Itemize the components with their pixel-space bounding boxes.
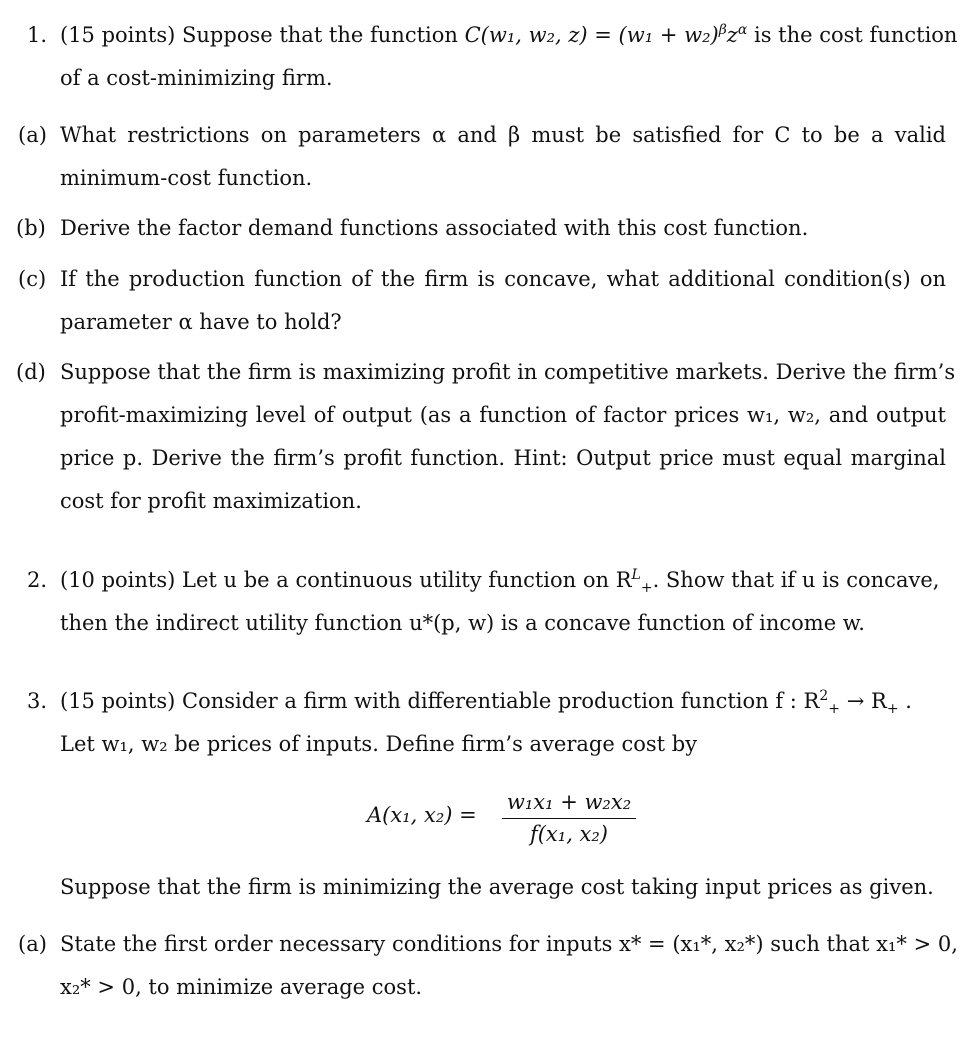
problem-1-exp-beta: β — [718, 22, 727, 38]
problem-3-line-1-c: . — [905, 689, 912, 713]
problem-2-domain-sup: L — [631, 567, 641, 583]
problem-3-codomain-sub: + — [886, 701, 899, 718]
problem-1d-line-2: profit-maximizing level of output (as a function of factor prices w₁, w₂, and output — [60, 403, 946, 427]
problem-1-intro-b: is the cost function — [754, 23, 958, 47]
problem-1-z: z — [726, 23, 738, 47]
problem-1d-line-1: Suppose that the firm is maximizing profit in competitive markets. Derive the firm’s — [60, 360, 956, 384]
problem-1-intro-a: Suppose that the function — [182, 23, 458, 47]
problem-3a-line-1: State the first order necessary conditions for inputs x* = (x₁*, x₂*) such that x₁* > 0, — [60, 932, 958, 956]
problem-3a-label: (a) — [18, 932, 47, 956]
problem-1-intro-c: of a cost-minimizing firm. — [60, 66, 333, 90]
problem-1d-label: (d) — [16, 360, 46, 384]
problem-3a-line-2: x₂* > 0, to minimize average cost. — [60, 975, 423, 999]
problem-1a-line-1: What restrictions on parameters α and β must be satisfied for C to be a valid — [60, 123, 946, 147]
problem-2-line-1-a: Let u be a continuous utility function on R — [182, 568, 632, 592]
problem-3-points: (15 points) — [60, 689, 176, 713]
problem-1-cost-function: C(w₁, w₂, z) = (w₁ + w₂) — [464, 23, 719, 47]
problem-1-exp-alpha: α — [737, 22, 748, 38]
formula-lhs: A(x₁, x₂) = — [367, 803, 477, 827]
problem-2-line-2: then the indirect utility function u*(p, w) is a concave function of income w. — [60, 611, 865, 635]
problem-3-number: 3. — [27, 689, 48, 713]
problem-3-line-1-b: → R — [846, 689, 887, 713]
problem-1b-line-1: Derive the factor demand functions associated with this cost function. — [60, 216, 809, 240]
problem-1-statement — [60, 21, 957, 49]
problem-2-points: (10 points) — [60, 568, 176, 592]
problem-1-points: (15 points) — [60, 23, 176, 47]
problem-1d-line-4: cost for profit maximization. — [60, 489, 362, 513]
problem-1a-line-2: minimum-cost function. — [60, 166, 313, 190]
problem-1c-label: (c) — [18, 267, 47, 291]
problem-2-domain-sub: + — [640, 580, 653, 597]
problem-3-domain-sup: 2 — [819, 688, 829, 704]
problem-3-line-2: Let w₁, w₂ be prices of inputs. Define firm’s average cost by — [60, 732, 698, 756]
problem-1b-label: (b) — [16, 216, 46, 240]
formula-denominator: f(x₁, x₂) — [529, 822, 609, 846]
problem-3-after-formula: Suppose that the firm is minimizing the average cost taking input prices as given. — [60, 875, 934, 899]
formula-numerator: w₁x₁ + w₂x₂ — [506, 790, 632, 814]
problem-1d-line-3: price p. Derive the firm’s profit function. Hint: Output price must equal marginal — [60, 446, 946, 470]
problem-2-number: 2. — [27, 568, 48, 592]
problem-1a-label: (a) — [18, 123, 47, 147]
problem-3-domain-sub: + — [828, 701, 841, 718]
problem-2-line-1 — [60, 566, 940, 597]
problem-1c-line-1: If the production function of the firm is concave, what additional condition(s) on — [60, 267, 946, 291]
problem-2-line-1-b: . Show that if u is concave, — [652, 568, 940, 592]
problem-1c-line-2: parameter α have to hold? — [60, 310, 342, 334]
problem-1-number: 1. — [27, 23, 48, 47]
problem-3-line-1-a: Consider a firm with differentiable production function f : R — [182, 689, 820, 713]
problem-3-line-1 — [60, 687, 912, 718]
